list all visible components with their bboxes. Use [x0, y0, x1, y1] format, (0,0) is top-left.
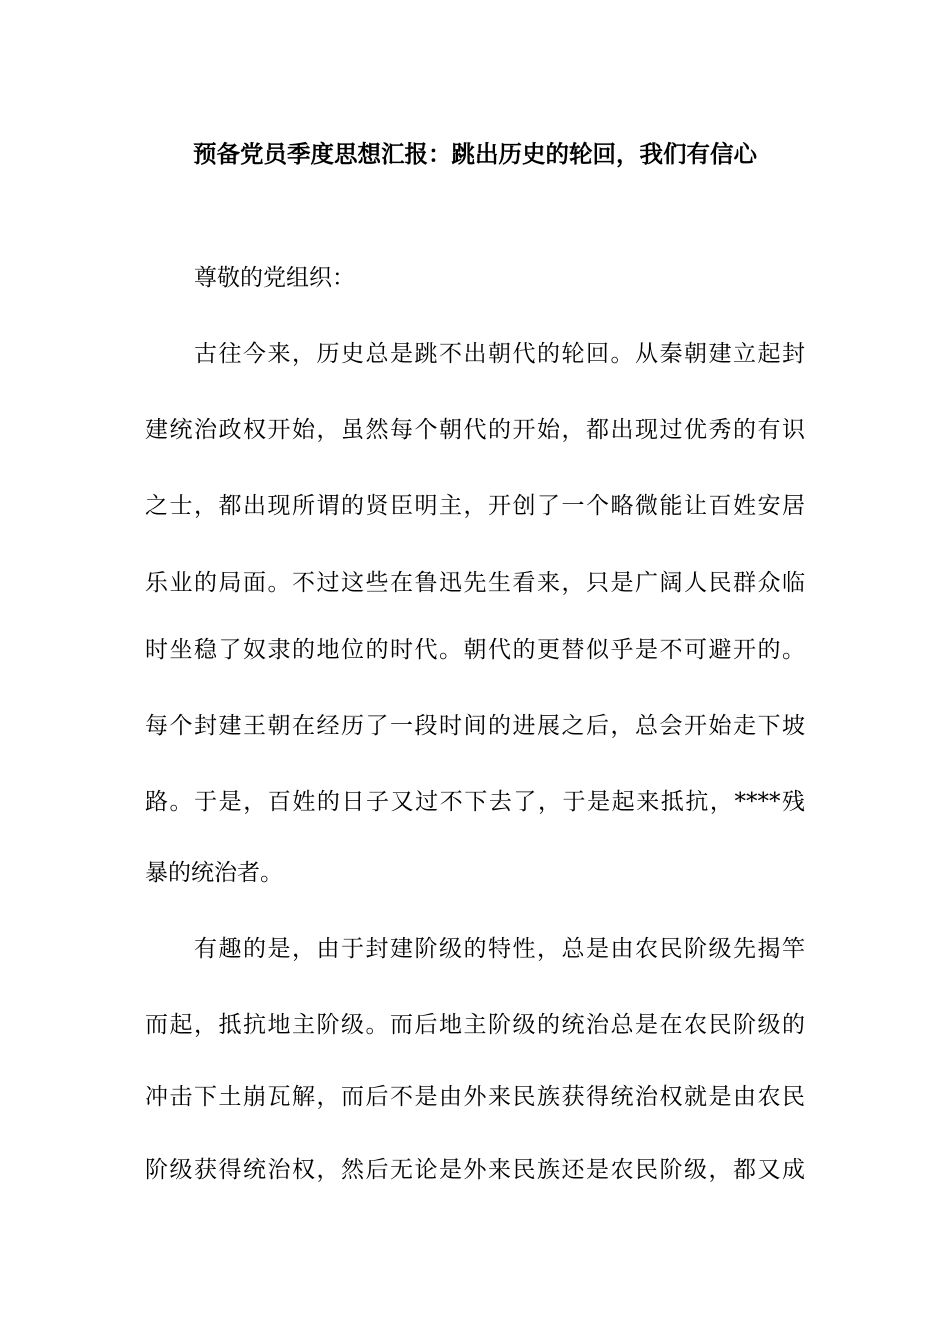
paragraph-line: 冲击下土崩瓦解，而后不是由外来民族获得统治权就是由农民 — [145, 1084, 805, 1110]
document-title: 预备党员季度思想汇报：跳出历史的轮回，我们有信心 — [193, 140, 757, 168]
salutation: 尊敬的党组织： — [194, 265, 355, 291]
paragraph-line: 乐业的局面。不过这些在鲁迅先生看来，只是广阔人民群众临 — [145, 570, 805, 596]
paragraph-line: 路。于是，百姓的日子又过不下去了，于是起来抵抗，****残 — [145, 789, 805, 815]
paragraph-line: 之士，都出现所谓的贤臣明主，开创了一个略微能让百姓安居 — [145, 493, 805, 519]
paragraph-line: 古往今来，历史总是跳不出朝代的轮回。从秦朝建立起封 — [194, 341, 805, 367]
paragraph-line: 时坐稳了奴隶的地位的时代。朝代的更替似乎是不可避开的。 — [145, 637, 805, 663]
paragraph-line: 阶级获得统治权，然后无论是外来民族还是农民阶级，都又成 — [145, 1157, 805, 1183]
paragraph-line: 有趣的是，由于封建阶级的特性，总是由农民阶级先揭竿 — [194, 936, 805, 962]
paragraph-line: 建统治政权开始，虽然每个朝代的开始，都出现过优秀的有识 — [145, 417, 805, 443]
paragraph-line: 暴的统治者。 — [145, 860, 283, 886]
paragraph-line: 每个封建王朝在经历了一段时间的进展之后，总会开始走下坡 — [145, 713, 805, 739]
paragraph-line: 而起，抵抗地主阶级。而后地主阶级的统治总是在农民阶级的 — [145, 1012, 805, 1038]
